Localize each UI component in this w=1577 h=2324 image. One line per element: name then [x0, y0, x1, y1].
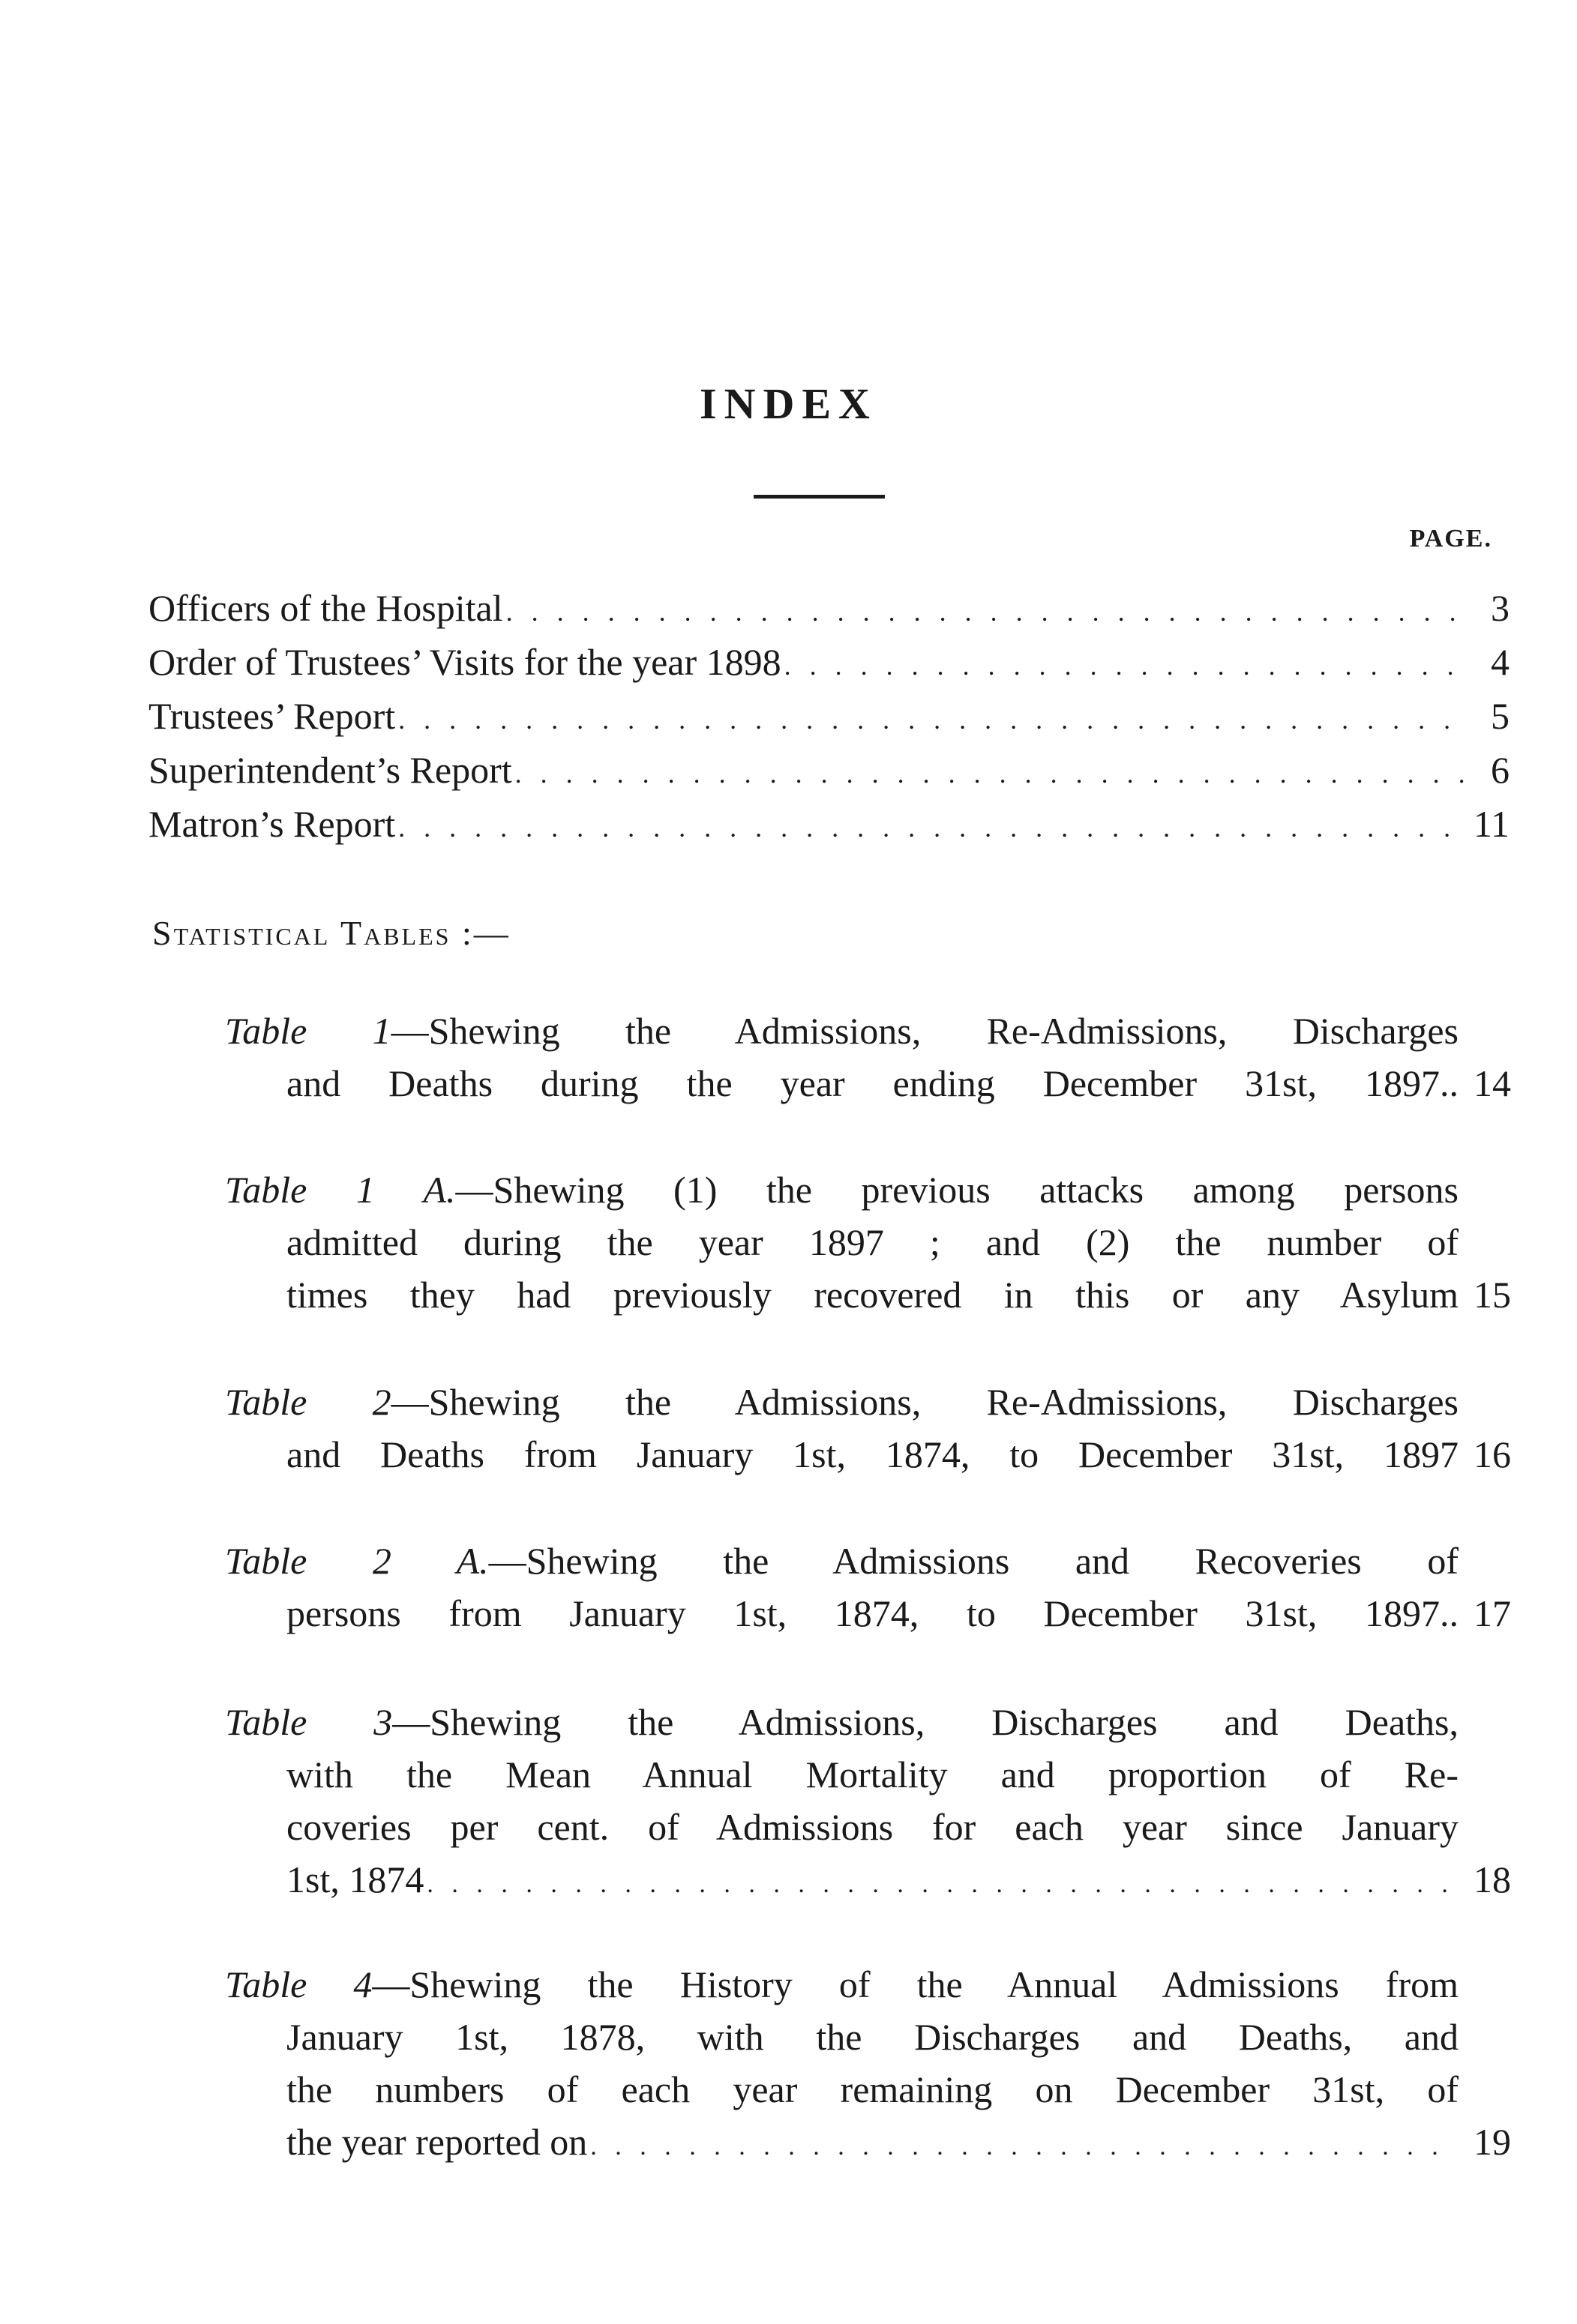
entry-page-number: 6 [1491, 749, 1510, 791]
leader-dots [427, 1858, 1448, 1911]
table-description-line: and Deaths during the year ending December 31st, 1897.. [286, 1062, 1459, 1104]
table-entry [225, 1535, 1511, 1640]
table-name: Table 1 A. [225, 1169, 456, 1211]
table-page-number: 14 [1474, 1062, 1511, 1104]
table-entry [225, 1958, 1511, 2168]
table-description-line: the year reported on [286, 2121, 588, 2163]
table-page-number: 16 [1474, 1433, 1511, 1475]
table-page-number: 18 [1474, 1858, 1511, 1900]
table-name: Table 2 [225, 1381, 391, 1423]
table-description-line: —Shewing the Admissions and Recoveries of [488, 1540, 1459, 1582]
entry-page-number: 5 [1491, 695, 1510, 737]
table-description-line: the numbers of each year remaining on December 31st, of [286, 2068, 1459, 2110]
table-description-line: with the Mean Annual Mortality and proportion of Re- [286, 1753, 1459, 1795]
entry-label: Matron’s Report [148, 803, 396, 845]
table-page-number: 15 [1474, 1274, 1511, 1316]
table-page-number: 17 [1474, 1592, 1511, 1634]
table-description-line: and Deaths from January 1st, 1874, to December 31st, 1897 [286, 1433, 1459, 1475]
table-entry [225, 1376, 1511, 1481]
table-description-line: —Shewing the Admissions, Re-Admissions, Discharges [391, 1381, 1459, 1423]
table-name: Table 2 A. [225, 1540, 489, 1582]
entry-label: Officers of the Hospital [148, 587, 503, 629]
page-title: INDEX [700, 379, 877, 428]
entry-label: Order of Trustees’ Visits for the year 1898 [148, 641, 781, 683]
leader-dots [398, 693, 1469, 747]
index-entry [148, 743, 1510, 797]
leader-dots [590, 2121, 1448, 2173]
table-description-line: persons from January 1st, 1874, to December 31st, 1897.. [286, 1592, 1459, 1634]
index-entry [148, 689, 1510, 743]
title-rule [754, 495, 885, 499]
index-entry [148, 581, 1510, 635]
table-description-line: January 1st, 1878, with the Discharges and Deaths, and [286, 2016, 1459, 2058]
table-entry [225, 1163, 1511, 1321]
table-entry [225, 1696, 1511, 1906]
table-description-line: —Shewing the History of the Annual Admissions from [372, 1963, 1459, 2005]
table-entry [225, 1005, 1511, 1110]
leader-dots [506, 585, 1469, 639]
table-name: Table 1 [225, 1010, 391, 1052]
index-entry [148, 797, 1510, 851]
table-description-line: coveries per cent. of Admissions for each year since January [286, 1806, 1459, 1848]
table-name: Table 3 [225, 1701, 393, 1743]
table-description-line: 1st, 1874 [286, 1858, 424, 1900]
table-description-line: admitted during the year 1897 ; and (2) the number of [286, 1221, 1459, 1263]
table-description-line: —Shewing the Admissions, Re-Admissions, Discharges [391, 1010, 1459, 1052]
section-heading: Statistical Tables :— [152, 914, 511, 952]
entry-label: Superintendent’s Report [148, 749, 512, 791]
table-page-number: 19 [1474, 2121, 1511, 2163]
table-description-line: times they had previously recovered in this or any Asylum [286, 1274, 1459, 1316]
table-name: Table 4 [225, 1963, 373, 2005]
page-column-label: PAGE. [1409, 525, 1492, 553]
entry-page-number: 4 [1491, 641, 1510, 683]
entry-label: Trustees’ Report [148, 695, 396, 737]
table-description-line: —Shewing (1) the previous attacks among persons [455, 1169, 1459, 1211]
leader-dots [784, 639, 1469, 693]
table-description-line: —Shewing the Admissions, Discharges and Deaths, [392, 1701, 1459, 1743]
index-entries [148, 581, 1510, 851]
entry-page-number: 11 [1473, 803, 1510, 845]
leader-dots [398, 801, 1463, 855]
index-entry [148, 635, 1510, 689]
leader-dots [515, 747, 1469, 801]
entry-page-number: 3 [1491, 587, 1510, 629]
